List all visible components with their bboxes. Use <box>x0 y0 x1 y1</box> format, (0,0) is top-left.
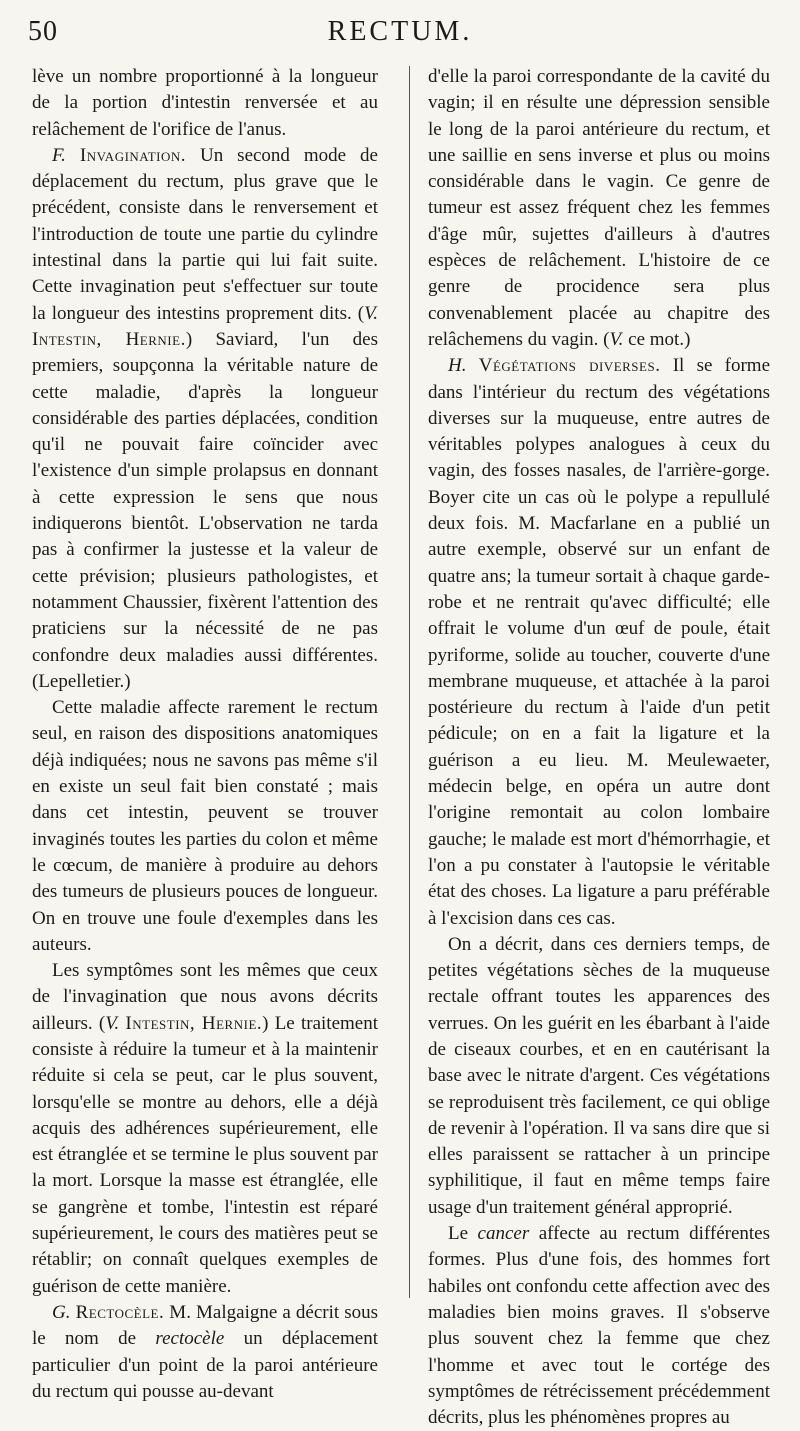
cross-reference-marker: V. <box>609 328 624 350</box>
paragraph-text: d'elle la paroi correspondante de la cavité du vagin; il en résulte une dépression sensible le long de la paroi antérieure du rectum, et une saillie en sens inverse et plus ou moins considérable dans le vagin. Ce genre de tumeur est assez fréquent chez les femmes d'âge mûr, sujettes d'ailleurs à d'autres espèces de relâchement. L'histoire de ce genre de procidence sera plus convenablement placée au chapitre des relâchemens du vagin. ( <box>428 66 770 350</box>
section-marker: F. <box>52 144 66 166</box>
page-number: 50 <box>28 16 58 47</box>
section-marker: G. <box>52 1301 71 1323</box>
italic-term: rectocèle <box>155 1328 225 1350</box>
section-marker: H. <box>448 355 467 377</box>
paragraph-vegetations <box>428 353 770 932</box>
cross-reference: Intestin, Hernie. <box>32 328 186 350</box>
paragraph-text: affecte au rectum différentes formes. Plus d'une fois, des hommes fort habiles ont confondu cette affection avec des maladies bien moins graves. Il s'observe plus souvent chez la femme que chez l'homme et avec tout le cortége des symptômes de rétrécissement précédemment décrits, plus les phénomènes propres au <box>428 1223 770 1429</box>
section-heading: Invagination. <box>79 144 187 166</box>
paragraph-text: ce mot.) <box>628 328 691 350</box>
left-column <box>32 64 378 1405</box>
italic-term: cancer <box>477 1223 530 1245</box>
cross-reference-marker: V. <box>105 1012 120 1034</box>
running-title: RECTUM. <box>327 16 473 47</box>
section-heading: Végétations diverses. <box>478 355 661 377</box>
paragraph-invagination <box>32 143 378 695</box>
paragraph: lève un nombre proportionné à la longueur de la portion d'intestin renversée et au relâchement de l'orifice de l'anus. <box>32 66 378 140</box>
paragraph-text: un déplacement particulier d'un point de la paroi antérieure du rectum qui pousse au-devant <box>32 1328 378 1402</box>
paragraph: On a décrit, dans ces derniers temps, de petites végétations sèches de la muqueuse rectale offrant toutes les apparences des verrues. On les guérit en les ébarbant à l'aide de ciseaux courbes, et en en cautérisant la base avec le nitrate d'argent. Ces végétations se reproduisent très facilement, ce qui oblige de revenir à l'opération. Il va sans dire que si elles paraissent se rattacher à un principe syphilitique, il faut en même temps faire usage d'un traitement général approprié. <box>428 933 770 1218</box>
paragraph-symptoms <box>32 958 378 1300</box>
section-heading: Rectocèle. <box>75 1301 165 1323</box>
paragraph-cancer <box>428 1221 770 1431</box>
cross-reference-marker: V. <box>364 302 378 324</box>
paragraph-text: M. Malgaigne a décrit sous le nom de <box>32 1301 379 1350</box>
column-divider <box>409 66 410 1298</box>
right-column <box>428 64 770 1431</box>
paragraph-text: Les symptômes sont les mêmes que ceux de l'invagination que nous avons décrits ailleurs. ( <box>32 960 378 1034</box>
paragraph-text: Le <box>448 1223 469 1245</box>
cross-reference: Intestin, Hernie. <box>125 1012 263 1034</box>
paragraph-continued <box>428 64 770 353</box>
paragraph-text: Un second mode de déplacement du rectum, plus grave que le précédent, consiste dans le renversement et l'introduction de toute une partie du cylindre intestinal dans la partie qui lui fait suite. Cette invagination peut s'effectuer sur toute la longueur des intestins proprement dits. ( <box>32 144 378 324</box>
paragraph-text: ) Le traitement consiste à réduire la tumeur et à la maintenir réduite si cela se peut, car le plus souvent, lorsqu'elle se montre au dehors, elle a déjà acquis des adhérences supérieurement, elle est étranglée et se termine le plus souvent par la mort. Lorsque la masse est étranglée, elle se gangrène et tombe, l'intestin est réparé supérieurement, le cours des matières peut se rétablir; on connaît quelques exemples de guérison de cette manière. <box>32 1012 379 1297</box>
paragraph: Cette maladie affecte rarement le rectum seul, en raison des dispositions anatomiques déjà indiquées; nous ne savons pas même s'il en existe un seul fait bien constaté ; mais dans cet intestin, peuvent se trouver invaginés toutes les parties du colon et même le cœcum, de manière à produire au dehors des tumeurs de plusieurs pouces de longueur. On en trouve une foule d'exemples dans les auteurs. <box>32 697 378 955</box>
paragraph-text: Il se forme dans l'intérieur du rectum des végétations diverses sur la muqueuse, entre autres de véritables polypes analogues à ceux du vagin, des fosses nasales, de l'arrière-gorge. Boyer cite un cas où le polype a repullulé deux fois. M. Macfarlane en a publié un autre exemple, observé sur un enfant de quatre ans; la tumeur sortait à chaque garde-robe et ne rentrait qu'avec difficulté; elle offrait le volume d'un œuf de poule, était pyriforme, solide au toucher, couverte d'une membrane muqueuse, et attachée à la paroi postérieure du rectum à l'aide d'un petit pédicule; on en a fait la ligature et la guérison a eu lieu. M. Meulewaeter, médecin belge, en opéra un autre dont l'origine remontait au colon lombaire gauche; le malade est mort d'hémorrhagie, et l'on a pu constater à l'autopsie le véritable état des choses. La ligature a paru préférable à l'excision dans ces cas. <box>428 355 771 929</box>
paragraph-text: ) Saviard, l'un des premiers, soupçonna la véritable nature de cette maladie, d'après la longueur considérable des parties déplacées, condition qu'il ne pouvait faire coïncider avec l'existence d'un simple prolapsus en donnant à cette expression le sens que nous indiquerons bientôt. L'observation ne tarda pas à confirmer la justesse et la valeur de cette prévision; plusieurs pathologistes, et notamment Chaussier, fixèrent l'attention des praticiens sur la nécessité de ne pas confondre deux maladies aussi différentes. (Lepelletier.) <box>32 328 378 692</box>
page-header <box>0 2 800 62</box>
paragraph-rectocele <box>32 1300 378 1405</box>
